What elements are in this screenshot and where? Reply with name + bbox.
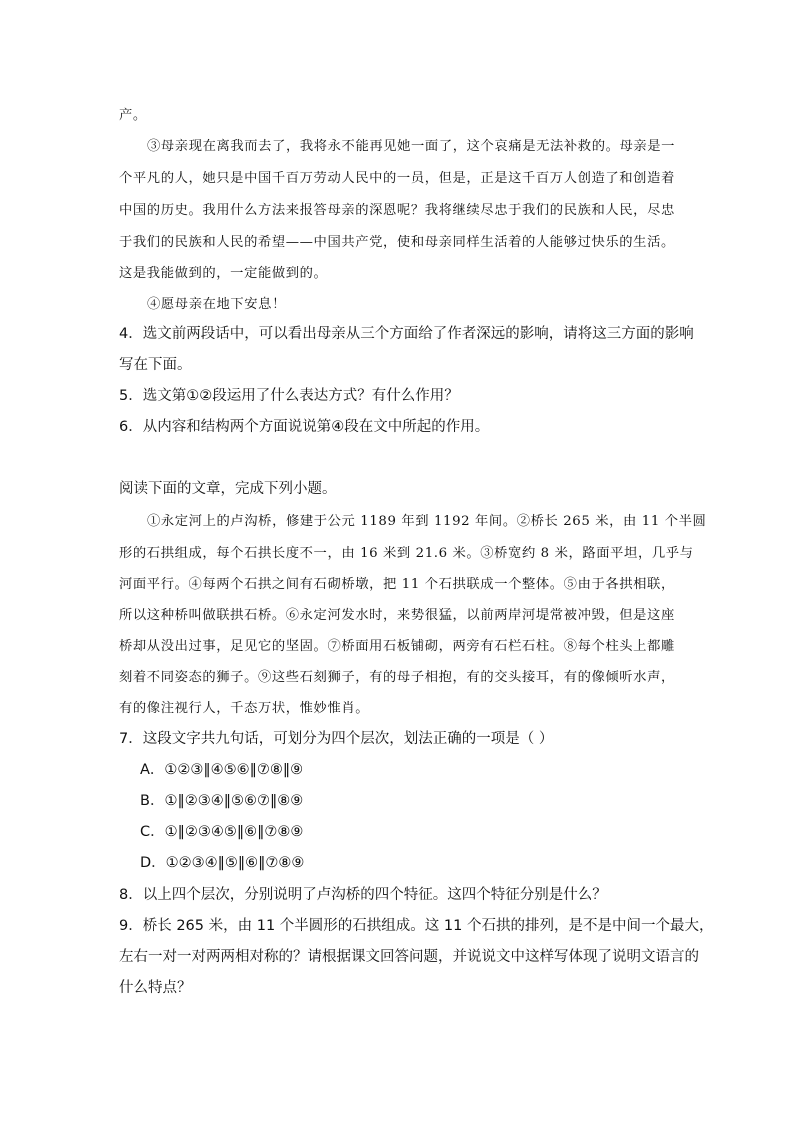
- question7-option-c: C．①‖②③④⑤‖⑥‖⑦⑧⑨: [140, 824, 304, 840]
- question-line: 什么特点？: [119, 980, 192, 996]
- passage1-line: ③母亲现在离我而去了，我将永不能再见她一面了，这个哀痛是无法补救的。母亲是一: [147, 139, 676, 154]
- passage1-line: 于我们的民族和人民的希望——中国共产党，使和母亲同样生活着的人能够过快乐的生活。: [119, 235, 675, 250]
- question-line: 8．以上四个层次，分别说明了卢沟桥的四个特征。这四个特征分别是什么？: [119, 887, 607, 903]
- question-line: 左右一对一对两两相对称的？请根据课文回答问题，并说说文中这样写体现了说明文语言的: [119, 949, 699, 965]
- passage2-line: 所以这种桥叫做联拱石桥。⑥永定河发水时，来势很猛，以前两岸河堤常被冲毁，但是这座: [119, 608, 675, 623]
- question-line: 4．选文前两段话中，可以看出母亲从三个方面给了作者深远的影响，请将这三方面的影响: [119, 326, 694, 342]
- passage2-line: 桥却从没出过事，足见它的坚固。⑦桥面用石板铺砌，两旁有石栏石柱。⑧每个柱头上都雕: [119, 639, 675, 654]
- question7-option-b: B．①‖②③④‖⑤⑥⑦‖⑧⑨: [140, 793, 304, 809]
- question-line: 6．从内容和结构两个方面说说第④段在文中所起的作用。: [119, 419, 490, 435]
- question7-option-d: D．①②③④‖⑤‖⑥‖⑦⑧⑨: [140, 855, 305, 871]
- question-line: 9．桥长 265 米，由 11 个半圆形的石拱组成。这 11 个石拱的排列，是不是中间一个最大，: [119, 918, 714, 934]
- question7-option-a: A．①②③‖④⑤⑥‖⑦⑧‖⑨: [140, 762, 304, 778]
- passage1-line: 中国的历史。我用什么方法来报答母亲的深恩呢？我将继续尽忠于我们的民族和人民，尽忠: [119, 203, 675, 218]
- section-intro: 阅读下面的文章，完成下列小题。: [119, 481, 337, 497]
- passage2-line: 形的石拱组成，每个石拱长度不一，由 16 米到 21.6 米。③桥宽约 8 米，路面平坦，几乎与: [119, 546, 694, 561]
- passage1-line: 产。: [119, 108, 147, 123]
- question-line: 写在下面。: [119, 357, 192, 373]
- question7-stem: 7．这段文字共九句话，可划分为四个层次，划法正确的一项是（ ）: [119, 731, 554, 747]
- passage2-line: 有的像注视行人，千态万状，惟妙惟肖。: [119, 701, 370, 716]
- passage2-line: 刻着不同姿态的狮子。⑨这些石刻狮子，有的母子相抱，有的交头接耳，有的像倾听水声，: [119, 670, 675, 685]
- passage1-line: ④愿母亲在地下安息！: [147, 297, 286, 312]
- question-line: 5．选文第①②段运用了什么表达方式？有什么作用？: [119, 388, 459, 404]
- passage2-line: ①永定河上的卢沟桥，修建于公元 1189 年到 1192 年间。②桥长 265 米，由 11 个半圆: [147, 514, 707, 529]
- passage2-line: 河面平行。④每两个石拱之间有石砌桥墩，把 11 个石拱联成一个整体。⑤由于各拱相联，: [119, 577, 675, 592]
- passage1-line: 这是我能做到的，一定能做到的。: [119, 266, 328, 281]
- passage1-line: 个平凡的人，她只是中国千百万劳动人民中的一员，但是，正是这千百万人创造了和创造着: [119, 171, 675, 186]
